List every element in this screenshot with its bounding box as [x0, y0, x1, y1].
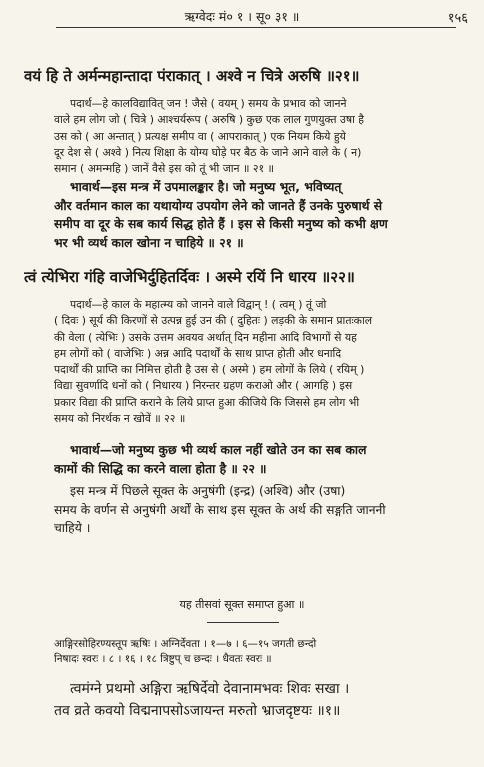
padartha-22-line: हम लोगों को ( वाजेभिः ) अन्न आदि पदार्थों के साथ प्राप्त होती और धनादि [54, 346, 342, 360]
bhavartha-22-line: भावार्थ—जो मनुष्य कुछ भी व्यर्थ काल नहीं खोते उन का सब काल [70, 443, 367, 457]
padartha-21-line: दूर देश से ( अश्वे ) नित्य शिक्षा के योग्य घोड़े पर बैठ के जाने आने वाले के ( न) [54, 145, 362, 159]
padartha-22 [54, 297, 468, 427]
padartha-22-line: पदार्थों की प्राप्ति का निमित्त होती है उस से ( अस्मे ) हम लोगों के लिये ( रयिम् ) [54, 363, 365, 377]
padartha-21-line: समान ( अमन्महि ) जानें वैसे इस को तूं भी जान ॥ २१ ॥ [54, 162, 275, 176]
padartha-21-line: वाले हम लोग जो ( चित्रे ) आश्चर्यरूप ( अरुषि ) कुछ एक लाल गुणयुक्त उषा है [54, 113, 365, 127]
bhavartha-22-line: कामों की सिद्धि का करने वाला होता है ॥ २२ ॥ [54, 461, 267, 476]
padartha-22-line: प्रकार विद्या की प्राप्ति कराने के लिये प्राप्त हुआ कीजिये कि जिससे हम लोग भी [54, 395, 360, 409]
running-header [0, 6, 484, 26]
page-number: १५६ [447, 11, 468, 26]
mantra-line: तव व्रते कवयो विद्मनापसोऽजायन्त मरुतो भ्राजदृष्टयः ॥१॥ [54, 703, 341, 719]
padartha-22-line: विद्या सुवर्णादि धनों को ( निधारय ) निरन्तर ग्रहण कराओ और ( आगहि ) इस [54, 379, 353, 393]
bhavartha-21-line: समीप वा दूर के सब कार्य सिद्ध होते हैं । इस से किसी मनुष्य को कभी क्षण [54, 217, 388, 232]
summary-line: चाहिये । [54, 521, 91, 536]
intro-line: निषादः स्वरः । ८ । १६ । १८ त्रिष्टुप् च छन्दः । धैवतः स्वरः ॥ [54, 653, 272, 665]
mantra-31-1 [54, 678, 468, 722]
sukta-end-note: यह तीसवां सूक्त समाप्त हुआ ॥ [179, 598, 305, 611]
header-rule [56, 27, 456, 28]
mantra-22: त्वं त्येभिरा गंहि वाजेभिर्दुहितर्दिवः । अस्मे रयिं नि धारय ॥२२॥ [24, 268, 355, 286]
mantra-21: वयं हि ते अर्मन्महान्तादा पंराकात् । अश्वे न चित्रे अरुषि ॥२१॥ [24, 67, 360, 85]
padartha-22-line: की वेला ( त्येभिः ) उसके उत्तम अवयव अर्थात् दिन महीना आदि विभागों से यह [54, 330, 357, 344]
padartha-21-line: पदार्थ—हे कालविद्यावित् जन ! जैसे ( वयम् ) समय के प्रभाव को जानने [70, 97, 347, 110]
bhavartha-21 [54, 178, 468, 252]
bhavartha-21-line: और वर्तमान काल का यथायोग्य उपयोग लेने को जानते हैं उनके पुरुषार्थ से [54, 198, 383, 213]
bhavartha-22 [54, 441, 468, 478]
summary-line: इस मन्त्र में पिछले सूक्त के अनुषंगी (इन्द्र) (अश्वि) और (उषा) [70, 484, 346, 498]
padartha-21 [54, 96, 468, 177]
next-sukta-intro [54, 637, 468, 667]
intro-line: आङ्गिरसोहिरण्यस्तूप ऋषिः । अग्निर्देवता । १—७ । ६—१५ जगती छन्दो [54, 638, 317, 650]
padartha-22-line: पदार्थ—हे काल के महात्म्य को जानने वाले विद्वान् ! ( त्वम् ) तूं जो [70, 298, 327, 311]
sukta-summary [54, 482, 468, 538]
header-title: ऋग्वेदः मं० १ । सू० ३१ ॥ [184, 9, 300, 24]
bhavartha-21-line: भावार्थ—इस मन्त्र में उपमालङ्कार है। जो मनुष्य भूत, भविष्यत् [70, 180, 342, 194]
padartha-22-line: ( दिवः ) सूर्य की किरणों से उत्पन्न हुई उन की ( दुहितः ) लड़की के समान प्रातःकाल [54, 314, 373, 328]
section-divider [207, 622, 279, 623]
bhavartha-21-line: भर भी व्यर्थ काल खोना न चाहिये ॥ २१ ॥ [54, 235, 244, 250]
padartha-22-line: समय को निरर्थक न खोवें ॥ २२ ॥ [54, 412, 186, 426]
summary-line: समय के वर्णन से अनुषंगी अर्थों के साथ इस सूक्त के अर्थ की सङ्गति जाननी [54, 502, 386, 517]
padartha-21-line: उस को ( आ अन्तात् ) प्रत्यक्ष समीप वा ( आपराकात् ) एक नियम किये हुये [54, 129, 346, 143]
mantra-line: त्वमंग्ने प्रथमो अङ्गिरा ऋषिर्देवो देवानामभवः शिवः सखा । [70, 681, 350, 697]
